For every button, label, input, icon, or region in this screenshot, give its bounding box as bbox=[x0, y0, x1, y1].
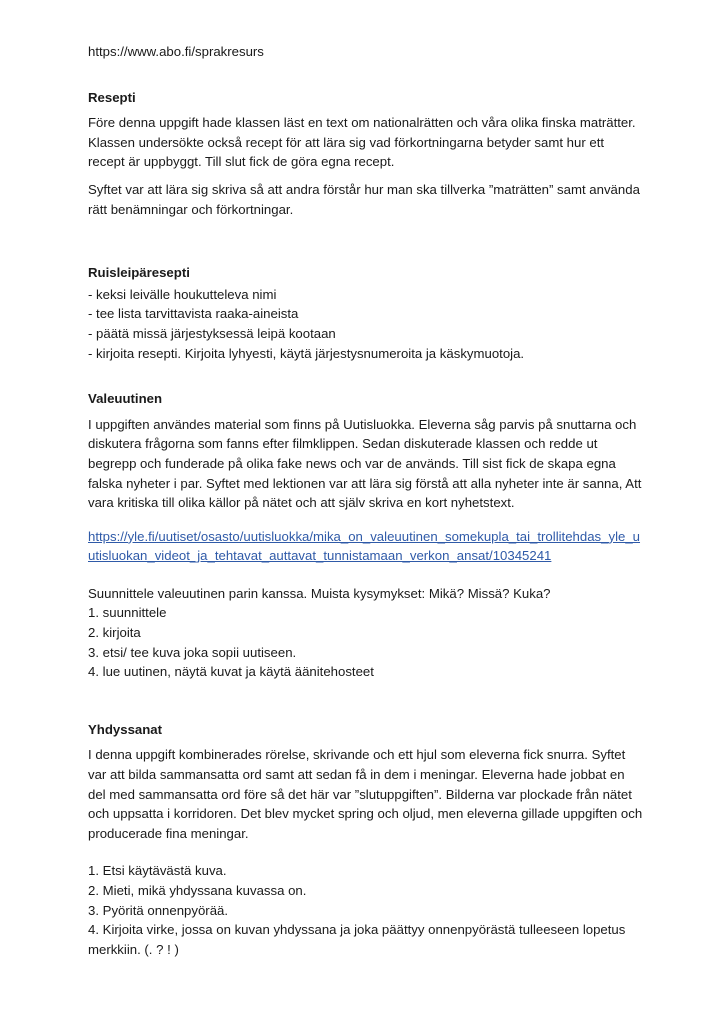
list-item: - keksi leivälle houkutteleva nimi bbox=[88, 286, 277, 302]
yhdyssanat-paragraph: I denna uppgift kombinerades rörelse, skrivande och ett hjul som eleverna fick snurra. Syftet var att bilda sammansatta ord samt att sedan få in dem i meningar. Eleverna hade jobbat en del med sammansatta ord före så det här var ”slutuppgiften”. Bilderna var plockade från nätet och uppsatta i korridoren. Det blev mycket spring och oljud, men eleverna gillade uppgiften och producerade fina meningar. bbox=[88, 747, 643, 841]
list-item: 2. kirjoita bbox=[88, 625, 141, 641]
valeuutinen-list bbox=[88, 603, 644, 681]
section-yhdyssanat bbox=[88, 720, 644, 960]
list-item: 1. suunnittele bbox=[88, 605, 167, 621]
section-resepti bbox=[88, 88, 644, 220]
section-heading-valeuutinen: Valeuutinen bbox=[88, 391, 163, 407]
section-heading-resepti: Resepti bbox=[88, 89, 136, 105]
section-valeuutinen bbox=[88, 389, 644, 682]
list-item: - tee lista tarvittavista raaka-aineista bbox=[88, 306, 299, 322]
list-item: - päätä missä järjestyksessä leipä kootaan bbox=[88, 325, 336, 341]
list-item: 4. Kirjoita virke, jossa on kuvan yhdyssana ja joka päättyy onnenpyörästä tulleeseen lopetus merkkiin. (. ? ! ) bbox=[88, 922, 626, 957]
list-item: 2. Mieti, mikä yhdyssana kuvassa on. bbox=[88, 883, 307, 898]
ruisleipa-list bbox=[88, 285, 644, 363]
section-heading-ruisleipa: Ruisleipäresepti bbox=[88, 265, 190, 281]
list-item: - kirjoita resepti. Kirjoita lyhyesti, käytä järjestysnumeroita ja käskymuotoja. bbox=[88, 345, 525, 361]
valeuutinen-paragraph: I uppgiften användes material som finns på Uutisluokka. Eleverna såg parvis på snuttarna och diskutera frågorna som fanns efter filmklippen. Sedan diskuterade klassen och redde ut begrepp och funderade på olika fake news och var de används. Till sist fick de skapa egna falska nyheter i par. Syftet med lektionen var att lära sig förstå att alla nyheter inte är sanna, Att vara kritiska till olika källor på nätet och att själv skriva en kort nyhetstext. bbox=[88, 416, 642, 511]
section-heading-yhdyssanat: Yhdyssanat bbox=[88, 721, 163, 737]
section-ruisleipa bbox=[88, 263, 644, 363]
uutisluokka-link[interactable]: https://yle.fi/uutiset/osasto/uutisluokka/mika_on_valeuutinen_somekupla_tai_trollitehdas_yle_uutisluokan_videot_ja_tehtavat_auttavat_tunnistamaan_verkon_ansat/10345241 bbox=[88, 528, 641, 564]
list-item: 3. Pyöritä onnenpyörää. bbox=[88, 902, 229, 918]
list-item: 4. lue uutinen, näytä kuvat ja käytä äänitehosteet bbox=[88, 664, 374, 680]
yhdyssanat-list bbox=[88, 861, 644, 959]
list-item: 1. Etsi käytävästä kuva. bbox=[88, 863, 227, 879]
source-url: https://www.abo.fi/sprakresurs bbox=[88, 44, 264, 59]
resepti-paragraph-1: Före denna uppgift hade klassen läst en text om nationalrätten och våra olika finska maträtter. Klassen undersökte också recept för att lära sig vad förkortningarna betyder samt hur ett recept är uppbyggt. Till slut fick de göra egna recept. bbox=[88, 115, 636, 170]
resepti-paragraph-2: Syftet var att lära sig skriva så att andra förstår hur man ska tillverka ”maträtten” samt använda rätt benämningar och förkortningar. bbox=[88, 181, 640, 217]
valeuutinen-intro: Suunnittele valeuutinen parin kanssa. Muista kysymykset: Mikä? Missä? Kuka? bbox=[88, 585, 551, 601]
list-item: 3. etsi/ tee kuva joka sopii uutiseen. bbox=[88, 644, 297, 660]
